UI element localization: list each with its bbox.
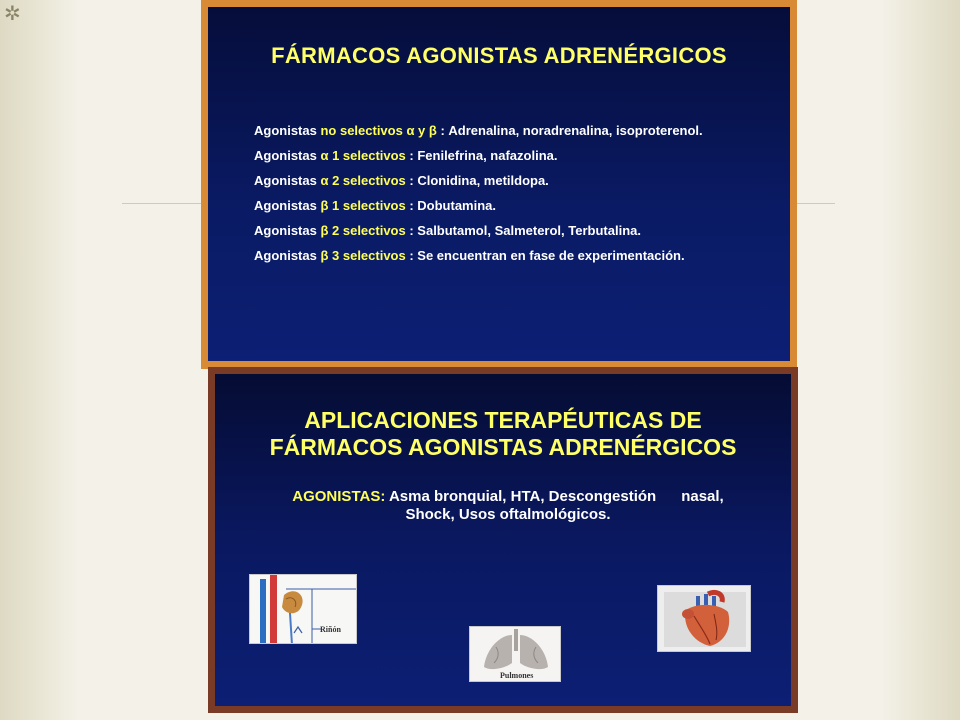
kidney-label: Riñón [320,625,341,634]
slide1-title: FÁRMACOS AGONISTAS ADRENÉRGICOS [271,43,727,68]
divider-line-right [792,203,835,204]
star-icon: ✲ [4,3,21,25]
slide2-title-line2: FÁRMACOS AGONISTAS ADRENÉRGICOS [269,434,737,460]
list-item: Agonistas no selectivos α y β : Adrenalina, noradrenalina, isoproterenol. [254,123,703,138]
agonistas-label: AGONISTAS: [292,488,386,505]
slide1-body [208,7,790,361]
list-item: Agonistas β 1 selectivos : Dobutamina. [254,198,497,213]
slide2-body [215,374,791,706]
kidney-image [249,574,357,644]
agonist-list [254,123,774,273]
list-item: Agonistas β 3 selectivos : Se encuentran en fase de experimentación. [254,248,685,263]
slide-agonistas-adrenergicos [201,0,797,369]
lungs-label: Pulmones [500,671,534,680]
background-left-strip [0,0,78,720]
applications-line2: Shock, Usos oftalmológicos. [405,506,611,523]
list-item: Agonistas α 1 selectivos : Fenilefrina, nafazolina. [254,148,558,163]
heart-image [657,585,751,652]
slide2-title-line1: APLICACIONES TERAPÉUTICAS DE [304,407,702,433]
background-right-strip [882,0,960,720]
slide-aplicaciones-terapeuticas [208,367,798,713]
list-item: Agonistas β 2 selectivos : Salbutamol, Salmeterol, Terbutalina. [254,223,641,238]
lungs-image [469,626,561,682]
list-item: Agonistas α 2 selectivos : Clonidina, metildopa. [254,173,549,188]
divider-line-left [122,203,204,204]
applications-text [245,488,771,524]
slide2-title [215,407,791,461]
applications-line1: Asma bronquial, HTA, Descongestión nasal, [385,488,724,505]
